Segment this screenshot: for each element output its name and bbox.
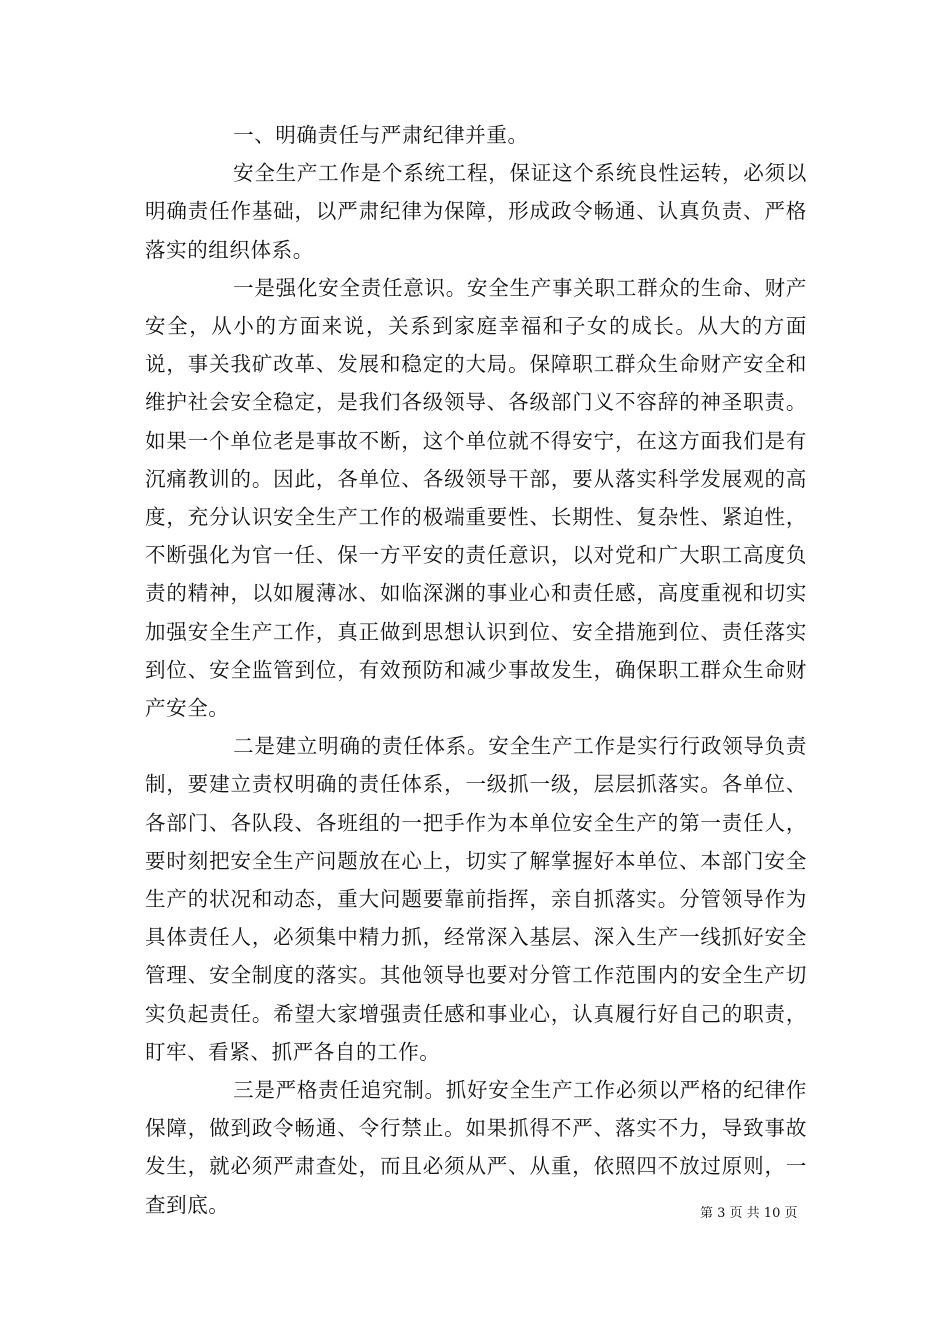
page-number-footer: 第 3 页 共 10 页 <box>700 1206 798 1221</box>
section-heading: 一、明确责任与严肃纪律并重。 <box>233 123 529 147</box>
paragraph-intro: 安全生产工作是个系统工程，保证这个系统良性运转，必须以明确责任作基础，以严肃纪律为保障，形成政令畅通、认真负责、严格落实的组织体系。 <box>145 161 807 262</box>
document-body <box>145 116 807 1224</box>
paragraph-point-two: 二是建立明确的责任体系。安全生产工作是实行行政领导负责制，要建立责权明确的责任体系，一级抓一级，层层抓落实。各单位、各部门、各队段、各班组的一把手作为本单位安全生产的第一责任人，要时刻把安全生产问题放在心上，切实了解掌握好本单位、本部门安全生产的状况和动态，重大问题要靠前指挥，亲自抓落实。分管领导作为具体责任人，必须集中精力抓，经常深入基层、深入生产一线抓好安全管理、安全制度的落实。其他领导也要对分管工作范围内的安全生产切实负起责任。希望大家增强责任感和事业心，认真履行好自己的职责，盯牢、看紧、抓严各自的工作。 <box>145 734 807 1064</box>
paragraph-point-one: 一是强化安全责任意识。安全生产事关职工群众的生命、财产安全，从小的方面来说，关系到家庭幸福和子女的成长。从大的方面说，事关我矿改革、发展和稳定的大局。保障职工群众生命财产安全和维护社会安全稳定，是我们各级领导、各级部门义不容辞的神圣职责。如果一个单位老是事故不断，这个单位就不得安宁，在这方面我们是有沉痛教训的。因此，各单位、各级领导干部，要从落实科学发展观的高度，充分认识安全生产工作的极端重要性、长期性、复杂性、紧迫性，不断强化为官一任、保一方平安的责任意识，以对党和广大职工高度负责的精神，以如履薄冰、如临深渊的事业心和责任感，高度重视和切实加强安全生产工作，真正做到思想认识到位、安全措施到位、责任落实到位、安全监管到位，有效预防和减少事故发生，确保职工群众生命财产安全。 <box>145 275 807 721</box>
paragraph-point-three: 三是严格责任追究制。抓好安全生产工作必须以严格的纪律作保障，做到政令畅通、令行禁止。如果抓得不严、落实不力，导致事故发生，就必须严肃查处，而且必须从严、从重，依照四不放过原则，一查到底。 <box>145 1078 807 1217</box>
